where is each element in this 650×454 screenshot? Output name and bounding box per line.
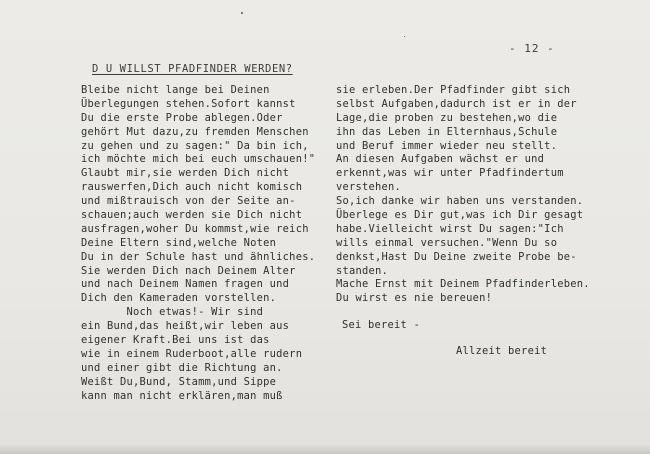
page-edge-shadow [0, 444, 650, 454]
text-line: Noch etwas!- Wir sind [81, 306, 264, 319]
text-line: und nach Deinem Namen fragen und [81, 278, 290, 291]
text-line: An diesen Aufgaben wächst er und [336, 153, 545, 166]
text-line: kann man nicht erklären,man muß [81, 389, 283, 402]
text-line: Weißt Du,Bund, Stamm,und Sippe [81, 375, 277, 388]
text-line: eigener Kraft.Bei uns ist das [81, 334, 270, 347]
text-line: Bleibe nicht lange bei Deinen [81, 84, 270, 96]
text-line: Sie werden Dich nach Deinem Alter [81, 264, 296, 277]
ink-speck [404, 36, 405, 37]
page-title: D U WILLST PFADFINDER WERDEN? [92, 63, 293, 75]
closing-greeting: Sei bereit - [342, 319, 421, 331]
text-line: Du in der Schule hast und ähnliches. [81, 250, 316, 263]
text-line: habe.Vielleicht wirst Du sagen:"Ich [336, 222, 564, 235]
text-line: ein Bund,das heißt,wir leben aus [81, 320, 290, 333]
closing-reply: Allzeit bereit [456, 345, 548, 357]
text-line: verstehen. [336, 181, 402, 194]
text-line: und mißtrauisch von der Seite an- [81, 195, 296, 208]
text-line: Mache Ernst mit Deinem Pfadfinderleben. [336, 278, 590, 291]
text-line: schauen;auch werden sie Dich nicht [81, 209, 303, 222]
text-line: und Beruf immer wieder neu stellt. [336, 139, 558, 152]
text-line: Deine Eltern sind,welche Noten [81, 236, 277, 249]
text-line: wills einmal versuchen."Wenn Du so [336, 236, 558, 249]
text-line: ausfragen,woher Du kommst,wie reich [81, 222, 309, 235]
text-line: Dich den Kameraden vorstellen. [81, 292, 277, 305]
text-line: und einer gibt die Richtung an. [81, 361, 283, 374]
text-line: Du die erste Probe ablegen.Oder [81, 111, 283, 124]
text-line: zu gehen und zu sagen:" Da bin ich, [81, 139, 309, 152]
ink-speck [241, 12, 243, 14]
left-text-column [81, 84, 315, 403]
text-line: denkst,Hast Du Deine zweite Probe be- [336, 250, 577, 263]
page-number: - 12 - [509, 42, 555, 55]
text-line: erkennt,was wir unter Pfadfindertum [336, 167, 564, 180]
text-line: So,ich danke wir haben uns verstanden. [336, 195, 584, 208]
text-line: selbst Aufgaben,dadurch ist er in der [336, 97, 577, 110]
text-line: ich möchte mich bei euch umschauen!" [81, 153, 316, 166]
text-line: rauswerfen,Dich auch nicht komisch [81, 181, 303, 194]
text-line: ihn das Leben in Elternhaus,Schule [336, 125, 558, 138]
text-line: Überlegungen stehen.Sofort kannst [81, 97, 296, 110]
text-line: Überlege es Dir gut,was ich Dir gesagt [336, 209, 584, 222]
text-line: sie erleben.Der Pfadfinder gibt sich [336, 84, 571, 96]
text-line: standen. [336, 264, 389, 277]
right-text-column [336, 84, 590, 306]
text-line: Lage,die proben zu bestehen,wo die [336, 111, 558, 124]
text-line: wie in einem Ruderboot,alle rudern [81, 347, 303, 360]
text-line: Glaubt mir,sie werden Dich nicht [81, 167, 290, 180]
text-line: Du wirst es nie bereuen! [336, 292, 493, 305]
text-line: gehört Mut dazu,zu fremden Menschen [81, 125, 309, 138]
